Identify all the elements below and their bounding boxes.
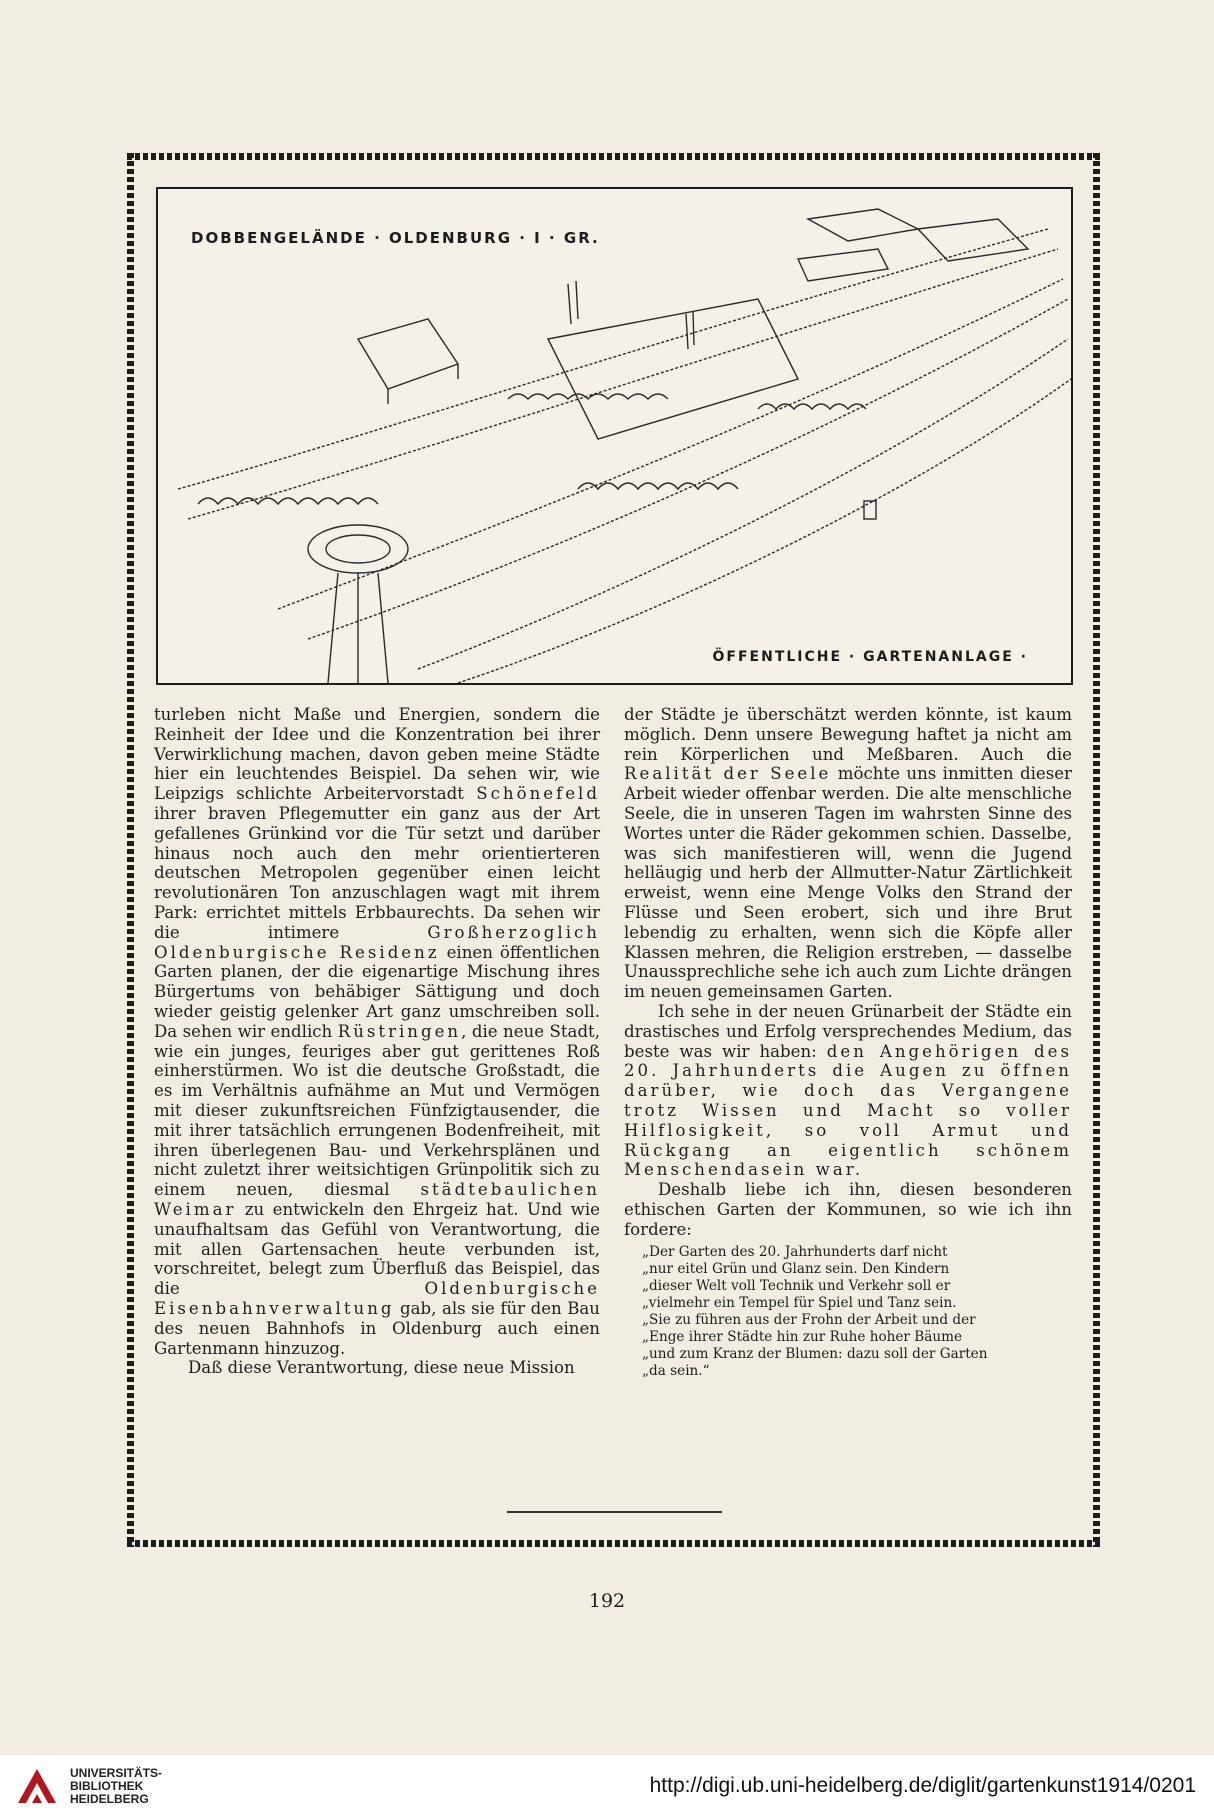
quote-line: „Sie zu führen aus der Frohn der Arbeit und der xyxy=(642,1311,976,1328)
text-run: zu entwickeln den Ehrgeiz hat. Und wie unaufhaltsam das Gefühl von Verantwortung, die mit allen Gartensachen heute verbunden ist, vorschreitet, belegt zum Überfluß das Beispiel, das die xyxy=(154,1199,600,1299)
quote-line: „Der Garten des 20. Jahrhunderts darf nicht xyxy=(642,1243,948,1260)
library-name-line: BIBLIOTHEK xyxy=(70,1779,144,1793)
text-column-left xyxy=(154,705,600,1378)
paragraph: Deshalb liebe ich ihn, diesen besonderen ethischen Garten der Kommunen, so wie ich ihn fordere: xyxy=(624,1180,1072,1239)
library-name-line: UNIVERSITÄTS- xyxy=(70,1766,163,1780)
text-run: gab, als sie für den Bau des neuen Bahnhofs in Oldenburg auch einen Gartenmann hinzuzog. xyxy=(154,1298,600,1358)
section-divider xyxy=(507,1511,722,1513)
quote-line: „da sein.“ xyxy=(642,1362,710,1379)
library-name-line: HEIDELBERG xyxy=(70,1792,149,1806)
spaced-emphasis: Realität der Seele xyxy=(624,764,832,784)
spaced-emphasis: Großherzoglich Oldenburgische Residenz xyxy=(154,922,600,962)
text-run: , die neue Stadt, wie ein junges, feuriges aber gut gerittenes Roß einherstürmen. Wo ist die deutsche Großstadt, die es im Verhältnis aufnähme an Mut und Vermögen mit dieser zukunftsreichen Fünfzigtausender, die mit ihrer tatsächlich errungenen Bodenfreiheit, mit ihren überlegenen Bau- und Verkehrsplänen und nicht zuletzt ihrer weitsichtigen Grünpolitik sich zu einem neuen, diesmal xyxy=(154,1021,601,1200)
permalink-url[interactable]: http://digi.ub.uni-heidelberg.de/diglit/gartenkunst1914/0201 xyxy=(649,1774,1196,1797)
text-run: Ich sehe in der neuen Grünarbeit der Städte ein drastisches und Erfolg versprechendes Medium, das beste was wir haben: xyxy=(624,1001,1072,1061)
spaced-emphasis: Oldenburgische Eisenbahnverwaltung xyxy=(154,1279,600,1318)
paragraph xyxy=(624,705,1072,1002)
page-number: 192 xyxy=(588,1590,626,1612)
text-column-right xyxy=(624,705,1072,1380)
garden-manifesto-quote xyxy=(642,1244,1072,1380)
spaced-emphasis: Schönefeld xyxy=(476,784,600,804)
ornamental-border-right xyxy=(1093,153,1100,1547)
library-name xyxy=(70,1767,162,1806)
text-run: möchte uns inmitten dieser Arbeit wieder offenbar werden. Die alte menschliche Seele, die in unseren Tagen im wahrsten Sinne des Wortes unter die Räder gekommen schien. Dasselbe, was sich manifestieren will, wenn die Jugend helläugig und herb der Allmutter-Natur Zärtlichkeit erweist, wenn eine Menge Volks den Strand der Flüsse und Seen erobert, sich und ihre Brut lebendig zu erhalten, wenn sich die Köpfe aller Klassen mehren, die Religion erstreben, — dasselbe Unaussprechliche sehe ich auch zum Lichte drängen im neuen gemeinsamen Garten. xyxy=(624,764,1072,1002)
paragraph: Daß diese Verantwortung, diese neue Mission xyxy=(188,1358,575,1378)
text-run: der Städte je überschätzt werden könnte, ist kaum möglich. Denn unsere Bewegung haftet ja nicht am rein Körperlichen und Meßbaren. Auch die xyxy=(624,705,1072,764)
ornamental-border-bottom xyxy=(127,1540,1100,1547)
quote-line: „dieser Welt voll Technik und Verkehr soll er xyxy=(642,1277,951,1294)
spaced-emphasis: städtebaulichen Weimar xyxy=(154,1180,600,1219)
illustration-caption: ÖFFENTLICHE · GARTENANLAGE · xyxy=(710,649,1031,665)
text-run: turleben nicht Maße und Energien, sondern die Reinheit der Idee und die Konzentration bei ihrer Verwirklichung machen, davon geben meine Städte hier ein leuchtendes Beispiel. Da sehen wir, wie Leipzigs schlichte Arbeitervorstadt xyxy=(154,705,600,804)
quote-line: „Enge ihrer Städte hin zur Ruhe hoher Bäume xyxy=(642,1328,963,1345)
garden-plan-illustration xyxy=(156,187,1073,685)
quote-line: „vielmehr ein Tempel für Spiel und Tanz sein. xyxy=(642,1294,957,1311)
spaced-emphasis: den Angehörigen des 20. Jahrhunderts die Augen zu öffnen darüber, wie doch das Vergangene trotz Wissen und Macht so voller Hilflosigkeit, so voll Armut und Rückgang an eigentlich schönem Menschendasein war. xyxy=(624,1041,1072,1180)
ornamental-border-top xyxy=(127,153,1100,160)
ornamental-border-left xyxy=(127,153,134,1547)
text-run: einen öffentlichen Garten planen, der die eigenartige Mischung ihres Bürgertums von behäbiger Sättigung und doch wieder geistig gelenker Art ganz umschreiben soll. Da sehen wir endlich xyxy=(154,942,600,1041)
quote-line: „nur eitel Grün und Glanz sein. Den Kindern xyxy=(642,1260,950,1277)
viewer-footer xyxy=(0,1755,1214,1820)
garden-sketch xyxy=(158,189,1071,683)
quote-line: „und zum Kranz der Blumen: dazu soll der Garten xyxy=(642,1345,988,1362)
university-library-logo-icon[interactable] xyxy=(14,1763,60,1809)
illustration-title: DOBBENGELÄNDE · OLDENBURG · I · GR. xyxy=(188,229,603,247)
text-run: ihrer braven Pflegemutter ein ganz aus der Art gefallenes Grünkind vor die Tür setzt und darüber hinaus noch auch den mehr orientierteren deutschen Metropolen gegenüber einen leicht revolutionären Ton anzuschlagen wagt mit ihrem Park: errichtet mittels Erbbaurechts. Da sehen wir die intimere xyxy=(154,803,600,942)
paragraph xyxy=(624,1002,1072,1180)
paragraph xyxy=(154,705,600,1358)
spaced-emphasis: Rüstringen xyxy=(337,1021,462,1041)
